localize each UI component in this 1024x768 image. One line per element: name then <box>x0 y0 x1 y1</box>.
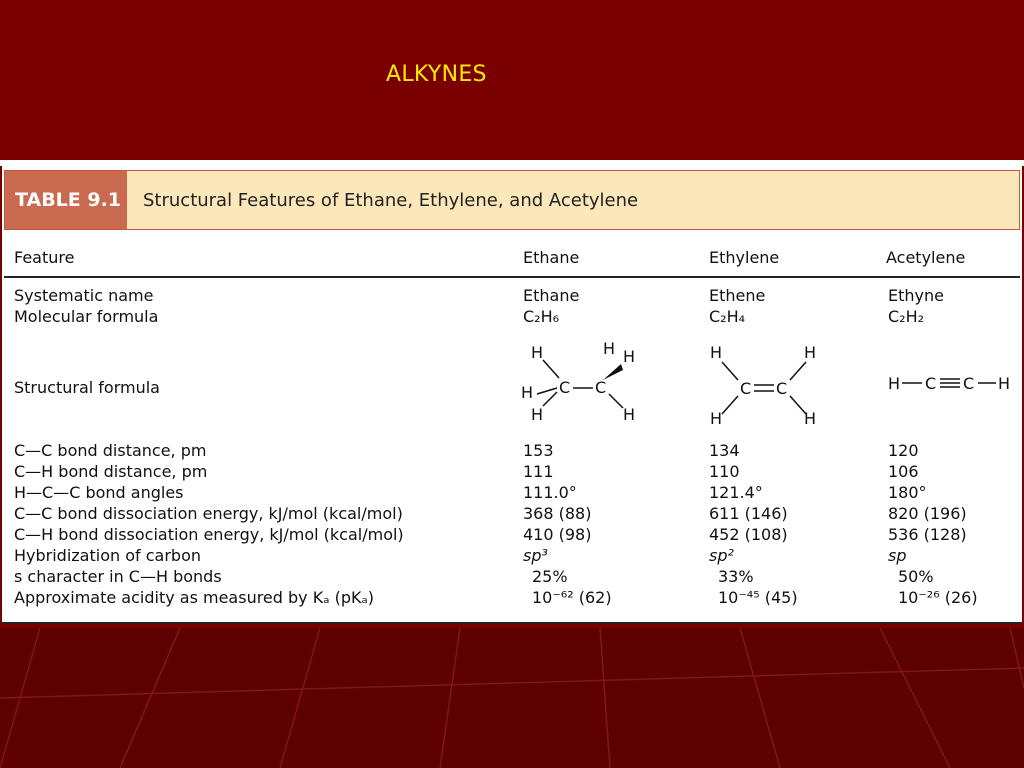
acetylene-ch-dissociation: 536 (128) <box>888 525 967 544</box>
acetylene-atom-c: C <box>925 374 937 393</box>
ethylene-ch-dissociation: 452 (108) <box>709 525 788 544</box>
decorative-grid-background <box>0 628 1024 768</box>
feature-cc-dissociation: C—C bond dissociation energy, kJ/mol (kcal/mol) <box>14 504 403 523</box>
ethane-systematic-name: Ethane <box>523 286 580 305</box>
ethane-acidity: 10⁻⁶² (62) <box>532 588 612 607</box>
ethylene-molecular-formula: C₂H₄ <box>709 307 746 326</box>
ethane-atom-h: H <box>603 339 616 358</box>
feature-hybridization: Hybridization of carbon <box>14 546 201 565</box>
ethane-atom-h: H <box>623 347 636 366</box>
ethylene-cc-dissociation: 611 (146) <box>709 504 788 523</box>
table-caption: Structural Features of Ethane, Ethylene, and Acetylene <box>127 171 1019 229</box>
ethylene-atom-h: H <box>804 343 817 362</box>
ethylene-s-character: 33% <box>718 567 754 586</box>
ethane-atom-c: C <box>595 378 607 397</box>
col-head-ethylene: Ethylene <box>709 248 780 267</box>
feature-structural-formula: Structural formula <box>14 378 160 397</box>
acetylene-systematic-name: Ethyne <box>888 286 944 305</box>
ethane-ch-distance: 111 <box>523 462 554 481</box>
ethane-ch-dissociation: 410 (98) <box>523 525 592 544</box>
ethane-cc-distance: 153 <box>523 441 554 460</box>
ethane-cc-dissociation: 368 (88) <box>523 504 592 523</box>
ethane-atom-c: C <box>559 378 571 397</box>
acetylene-s-character: 50% <box>898 567 934 586</box>
ethylene-atom-h: H <box>710 409 723 428</box>
table-panel <box>2 166 1022 624</box>
ethylene-atom-c: C <box>776 379 788 398</box>
ethylene-cc-distance: 134 <box>709 441 740 460</box>
feature-systematic-name: Systematic name <box>14 286 154 305</box>
acetylene-molecular-formula: C₂H₂ <box>888 307 925 326</box>
table-number: TABLE 9.1 <box>5 171 127 229</box>
ethane-atom-h: H <box>531 405 544 424</box>
ethylene-systematic-name: Ethene <box>709 286 766 305</box>
table-header-bar <box>4 170 1020 230</box>
feature-ch-distance: C—H bond distance, pm <box>14 462 208 481</box>
ethylene-acidity: 10⁻⁴⁵ (45) <box>718 588 798 607</box>
ethylene-atom-h: H <box>804 409 817 428</box>
ethylene-atom-c: C <box>740 379 752 398</box>
ethane-atom-h: H <box>521 383 534 402</box>
ethane-molecular-formula: C₂H₆ <box>523 307 560 326</box>
acetylene-atom-c: C <box>963 374 975 393</box>
header-rule <box>4 276 1020 278</box>
ethylene-structure-diagram <box>706 336 826 432</box>
col-head-acetylene: Acetylene <box>886 248 966 267</box>
ethane-structure-diagram <box>517 336 647 432</box>
acetylene-cc-distance: 120 <box>888 441 919 460</box>
acetylene-ch-distance: 106 <box>888 462 919 481</box>
col-head-feature: Feature <box>14 248 75 267</box>
slide-title: ALKYNES <box>386 62 487 87</box>
ethylene-hybridization: sp² <box>709 546 734 565</box>
feature-molecular-formula: Molecular formula <box>14 307 159 326</box>
feature-acidity: Approximate acidity as measured by Kₐ (pKₐ) <box>14 588 374 607</box>
acetylene-atom-h: H <box>888 374 901 393</box>
feature-hcc-angle: H—C—C bond angles <box>14 483 184 502</box>
ethylene-hcc-angle: 121.4° <box>709 483 763 502</box>
ethylene-atom-h: H <box>710 343 723 362</box>
acetylene-structure-diagram <box>886 368 1016 398</box>
decorative-grid-lines <box>0 628 1024 768</box>
acetylene-hcc-angle: 180° <box>888 483 927 502</box>
feature-s-character: s character in C—H bonds <box>14 567 222 586</box>
ethylene-ch-distance: 110 <box>709 462 740 481</box>
ethane-atom-h: H <box>623 405 636 424</box>
ethane-s-character: 25% <box>532 567 568 586</box>
acetylene-cc-dissociation: 820 (196) <box>888 504 967 523</box>
feature-cc-distance: C—C bond distance, pm <box>14 441 207 460</box>
ethane-hcc-angle: 111.0° <box>523 483 577 502</box>
ethane-atom-h: H <box>531 343 544 362</box>
col-head-ethane: Ethane <box>523 248 580 267</box>
acetylene-hybridization: sp <box>888 546 907 565</box>
ethane-hybridization: sp³ <box>523 546 548 565</box>
acetylene-acidity: 10⁻²⁶ (26) <box>898 588 978 607</box>
feature-ch-dissociation: C—H bond dissociation energy, kJ/mol (kcal/mol) <box>14 525 404 544</box>
acetylene-atom-h: H <box>998 374 1011 393</box>
